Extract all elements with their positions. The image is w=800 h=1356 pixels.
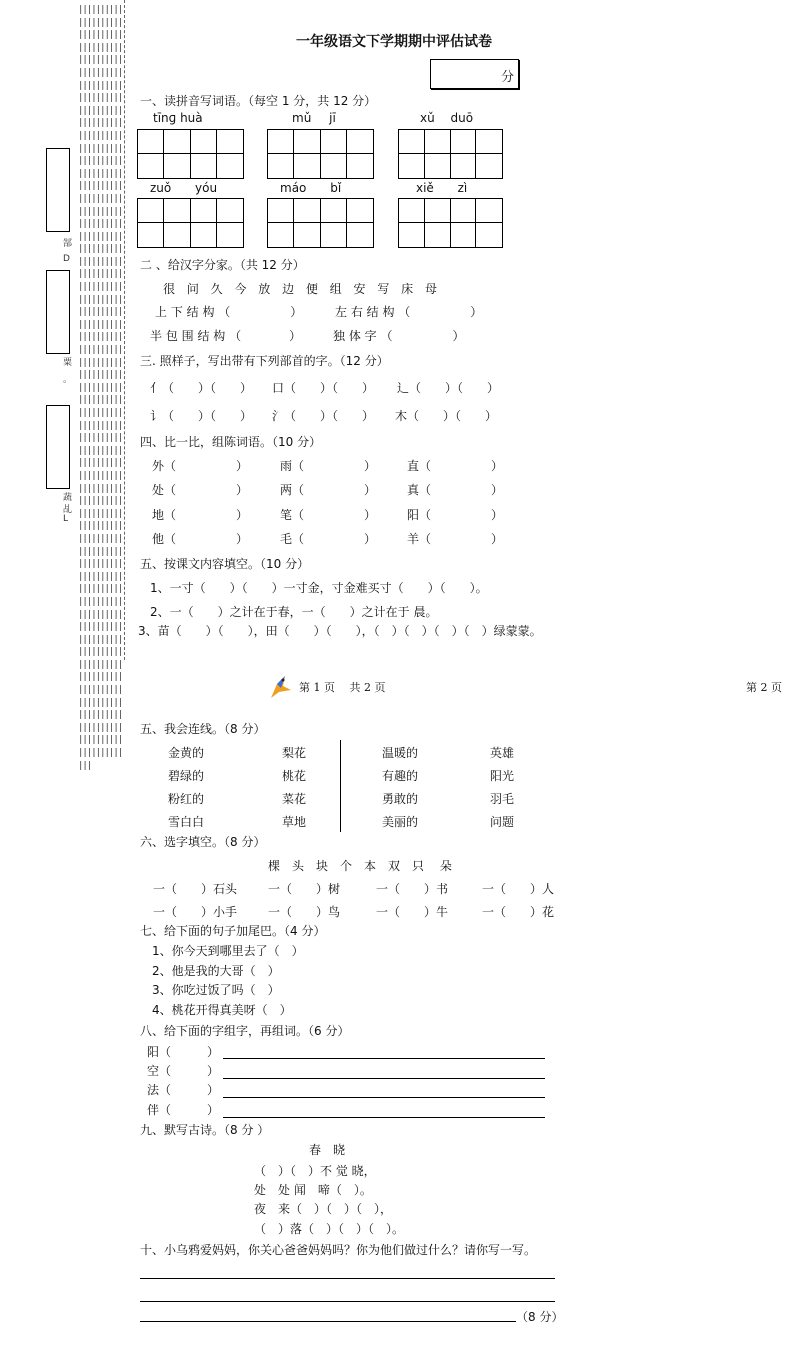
score-box[interactable] (430, 59, 519, 89)
match-item[interactable]: 碧绿的 (168, 769, 205, 783)
q3-r1-c1[interactable]: 亻（ ）（ ） (150, 381, 253, 395)
q7-chars: 棵 头 块 个 本 双 只 朵 (268, 859, 452, 873)
q8-item[interactable]: 1、你今天到哪里去了（ ） (152, 944, 304, 958)
q7-heading: 六、选字填空。（8 分） (140, 835, 266, 849)
q3-r2-c2[interactable]: 氵（ ）（ ） (272, 409, 375, 423)
writing-line[interactable] (140, 1278, 555, 1279)
q4-cell[interactable]: 阳（ ） (407, 508, 504, 522)
writing-grid-1[interactable] (137, 129, 244, 179)
q3-r1-c2[interactable]: 口（ ）（ ） (272, 381, 375, 395)
q9-item[interactable]: 法（ ） (147, 1083, 220, 1097)
q2-chars: 很 问 久 今 放 边 便 组 安 写 床 母 (163, 282, 437, 296)
page-title: 一年级语文下学期期中评估试卷 (296, 34, 492, 50)
match-item[interactable]: 有趣的 (382, 769, 419, 783)
match-item[interactable]: 金黄的 (168, 746, 205, 760)
side-fragment: 粟 (63, 358, 73, 368)
poem-line[interactable]: 处 处 闻 啼（ ）。 (254, 1183, 372, 1197)
q3-heading: 三. 照样子，写出带有下列部首的字。（12 分） (140, 354, 389, 368)
matching-divider (340, 740, 341, 832)
binding-bars-top: |||||||||| |||||||||| |||||||||| |||||||||| |||||||||| |||||||||| |||||||||| |||||||||| |||||||||| |||||||||| |||||||||| |||||||||| |||||||||| |||||||||| |||||||||| |||||||||| |||||||||| |||||||||| |||||||||| |||||||||| |||||||||| |||||||||| |||||||||| |||||||||| |||||||||| |||||||||| |||||||||| |||||||||| |||||||||| |||||||||| |||||||||| |||||||||| |||||||||| |||||||||| |||||||||| |||||||||| |||||||||| |||||||||| |||||||||| |||||||||| |||||||||| |||||||||| |||||||||| |||||||||| |||||||||| |||||||||| |||||||||| |||||||||| |||||||||| |||||||||| |||||||||| |||||||||| |||||||||| |||||||||| |||||||||| |||||||||| |||||||||| |||||||||| |||||||||| |||||||||| ||| (78, 5, 123, 771)
poem-line[interactable]: 夜 来（ ）（ ）（ ）， (254, 1202, 393, 1216)
q4-heading: 四、比一比，组陈词语。（10 分） (140, 435, 322, 449)
q8-item[interactable]: 4、桃花开得真美呀（ ） (152, 1003, 292, 1017)
q7-item[interactable]: 一（ ）小手 (153, 905, 238, 919)
writing-grid-6[interactable] (398, 198, 503, 248)
q2-row2b[interactable]: 独 体 字 （ ） (333, 329, 465, 343)
poem-line[interactable]: （ ）（ ）不 觉 晓， (254, 1164, 376, 1178)
writing-grid-4[interactable] (137, 198, 244, 248)
pinyin-5: máo bǐ (280, 181, 342, 195)
match-item[interactable]: 粉红的 (168, 792, 205, 806)
side-fragment: D (63, 254, 70, 264)
poem-title: 春 晓 (309, 1143, 346, 1157)
pinyin-2: mǔ jī (292, 111, 336, 125)
q3-r1-c3[interactable]: 辶（ ）（ ） (397, 381, 500, 395)
side-fragment: 郜 (63, 239, 73, 249)
q10-heading: 九、默写古诗。（8 分 ） (140, 1123, 270, 1137)
q3-r2-c1[interactable]: 讠（ ）（ ） (150, 409, 253, 423)
match-item[interactable]: 桃花 (282, 769, 307, 783)
q6-heading: 五、我会连线。（8 分） (140, 722, 266, 736)
pinyin-6: xiě zì (416, 181, 468, 195)
writing-line[interactable] (140, 1321, 516, 1322)
writing-line[interactable] (140, 1301, 555, 1302)
match-item[interactable]: 梨花 (282, 746, 307, 760)
q7-item[interactable]: 一（ ）鸟 (268, 905, 341, 919)
match-item[interactable]: 草地 (282, 815, 307, 829)
q9-item[interactable]: 伴（ ） (147, 1103, 220, 1117)
q11-heading: 十、小乌鸦爱妈妈，你关心爸爸妈妈吗？你为他们做过什么？请你写一写。 (140, 1243, 537, 1257)
q2-row1a[interactable]: 上 下 结 构 （ ） (155, 305, 303, 319)
score-unit: 分 (500, 70, 514, 85)
q4-cell[interactable]: 羊（ ） (407, 532, 504, 546)
binding-box-1 (46, 148, 70, 232)
match-item[interactable]: 菜花 (282, 792, 307, 806)
writing-grid-2[interactable] (267, 129, 374, 179)
q9-item[interactable]: 阳（ ） (147, 1045, 220, 1059)
answer-line[interactable] (223, 1078, 545, 1079)
answer-line[interactable] (223, 1058, 545, 1059)
q4-cell[interactable]: 雨（ ） (280, 459, 377, 473)
match-item[interactable]: 阳光 (490, 769, 515, 783)
q7-item[interactable]: 一（ ）牛 (376, 905, 449, 919)
writing-grid-5[interactable] (267, 198, 374, 248)
q3-r2-c3[interactable]: 木（ ）（ ） (395, 409, 498, 423)
q4-cell[interactable]: 他（ ） (152, 532, 249, 546)
answer-line[interactable] (223, 1097, 545, 1098)
q4-cell[interactable]: 处（ ） (152, 483, 249, 497)
match-item[interactable]: 问题 (490, 815, 515, 829)
q5-line1[interactable]: 1、一寸（ ）（ ）一寸金，寸金难买寸（ ）（ ）。 (150, 581, 488, 595)
match-item[interactable]: 英雄 (490, 746, 515, 760)
q5-line3[interactable]: 3、苗（ ）（ ），田（ ）（ ），（ ）（ ）（ ）（ ）绿蒙蒙。 (138, 624, 542, 638)
binding-dashed-line (124, 0, 126, 660)
side-fragment: 蔬 (63, 493, 73, 503)
q4-cell[interactable]: 笔（ ） (280, 508, 377, 522)
answer-line[interactable] (223, 1117, 545, 1118)
q4-cell[interactable]: 真（ ） (407, 483, 504, 497)
q5-heading: 五、按课文内容填空。（10 分） (140, 557, 310, 571)
match-item[interactable]: 勇敢的 (382, 792, 419, 806)
match-item[interactable]: 美丽的 (382, 815, 419, 829)
q8-heading: 七、给下面的句子加尾巴。（4 分） (140, 924, 326, 938)
match-item[interactable]: 温暖的 (382, 746, 419, 760)
side-fragment: 乩 (63, 505, 73, 515)
page-footer-2: 第 2 页 (746, 681, 782, 694)
match-item[interactable]: 雪白白 (168, 815, 205, 829)
q4-cell[interactable]: 毛（ ） (280, 532, 377, 546)
q9-item[interactable]: 空（ ） (147, 1064, 220, 1078)
pinyin-3: xǔ duō (420, 111, 474, 125)
side-fragment: 。 (63, 375, 73, 385)
q8-item[interactable]: 2、他是我的大哥（ ） (152, 964, 280, 978)
binding-box-3 (46, 405, 70, 489)
page-footer: 第 1 页 共 2 页 (299, 681, 386, 694)
writing-grid-3[interactable] (398, 129, 503, 179)
match-item[interactable]: 羽毛 (490, 792, 515, 806)
q4-cell[interactable]: 直（ ） (407, 459, 504, 473)
q9-heading: 八、给下面的字组字，再组词。（6 分） (140, 1024, 350, 1038)
q11-score: （8 分） (516, 1310, 564, 1324)
q2-row1b[interactable]: 左 右 结 构 （ ） (335, 305, 483, 319)
q7-item[interactable]: 一（ ）花 (482, 905, 555, 919)
q4-cell[interactable]: 两（ ） (280, 483, 377, 497)
q2-heading: 二 、给汉字分家。（共 12 分） (140, 258, 305, 272)
q4-cell[interactable]: 地（ ） (152, 508, 249, 522)
poem-line[interactable]: （ ）落（ ）（ ）（ ）。 (254, 1222, 405, 1236)
q1-heading: 一、读拼音写词语。（每空 1 分，共 12 分） (140, 94, 377, 108)
q2-row2a[interactable]: 半 包 围 结 构 （ ） (150, 329, 302, 343)
q4-cell[interactable]: 外（ ） (152, 459, 249, 473)
q7-item[interactable]: 一（ ）树 (268, 882, 341, 896)
binding-box-2 (46, 270, 70, 354)
q8-item[interactable]: 3、你吃过饭了吗（ ） (152, 983, 280, 997)
q7-item[interactable]: 一（ ）人 (482, 882, 555, 896)
q5-line2[interactable]: 2、一（ ）之计在于春，一（ ）之计在于 晨。 (150, 605, 438, 619)
bird-logo-icon (267, 672, 293, 702)
pinyin-4: zuǒ yóu (150, 181, 218, 195)
q7-item[interactable]: 一（ ）石头 (153, 882, 238, 896)
pinyin-1: tīnɡ huà (153, 111, 203, 125)
side-fragment: L (63, 514, 69, 524)
q7-item[interactable]: 一（ ）书 (376, 882, 449, 896)
